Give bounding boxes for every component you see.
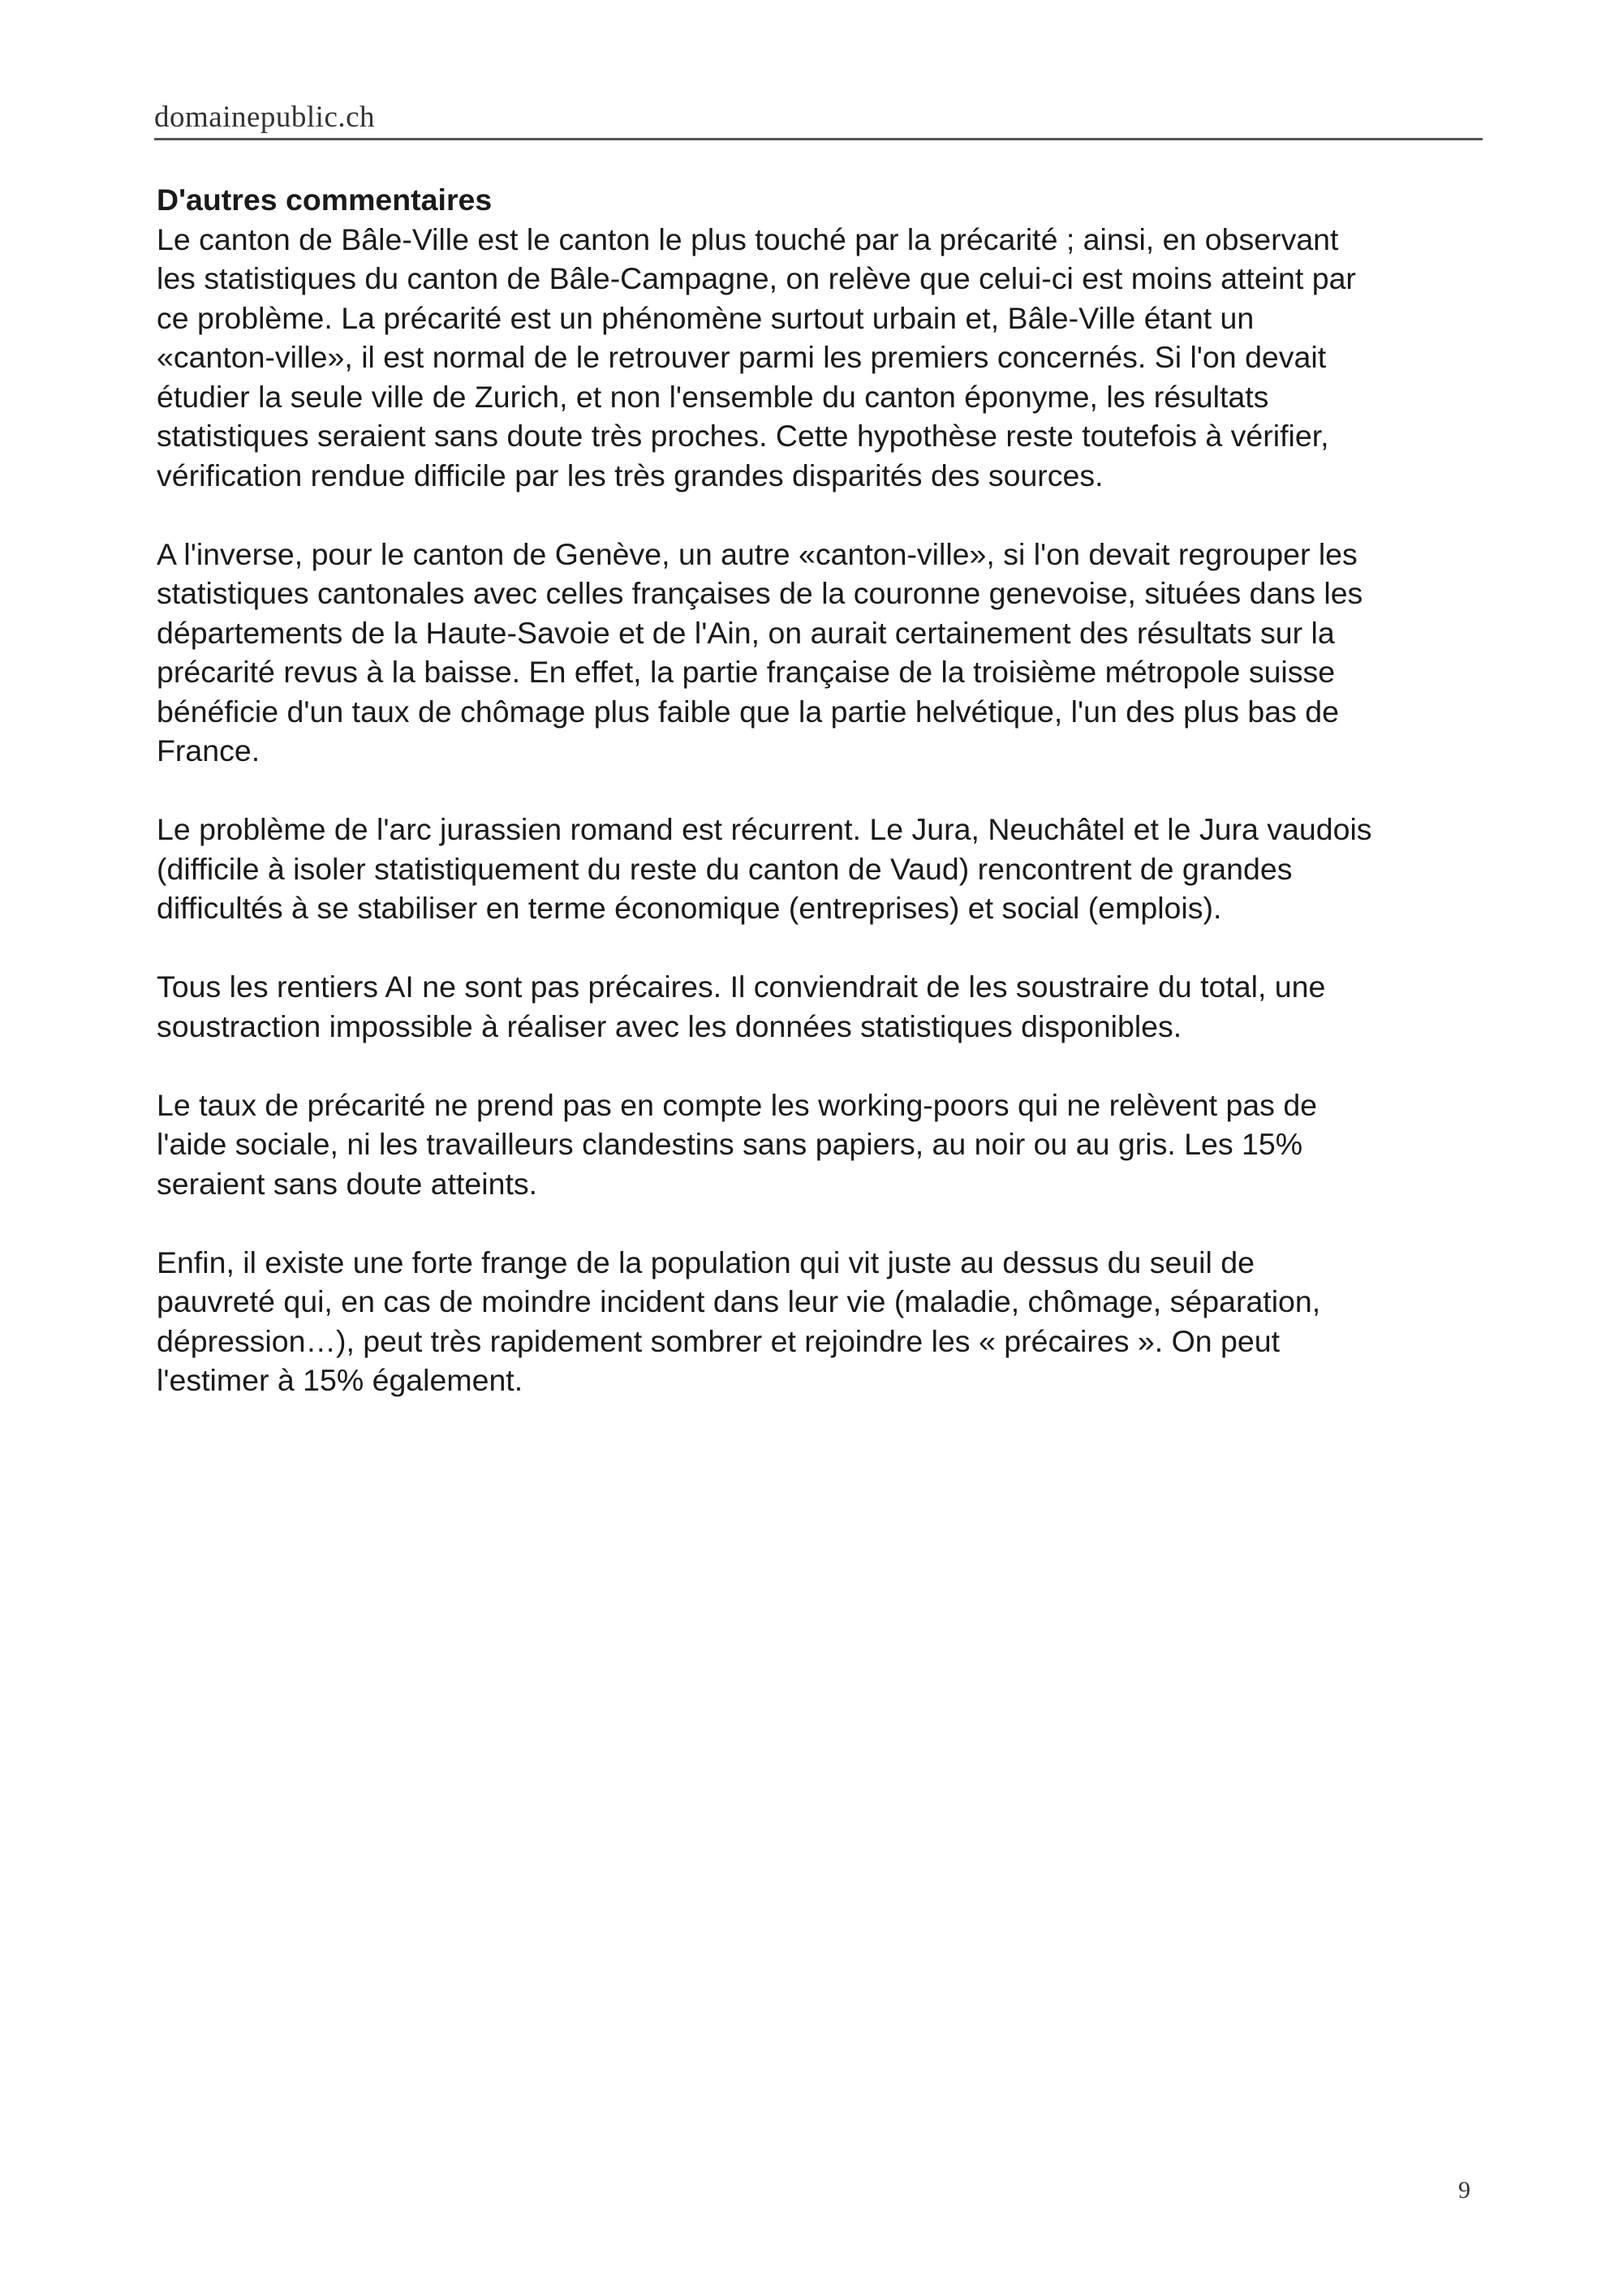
paragraph-line: seraient sans doute atteints. — [157, 1166, 538, 1201]
document-body — [157, 180, 1487, 1439]
paragraph-line: statistiques cantonales avec celles françaises de la couronne genevoise, situées dans les — [157, 576, 1363, 610]
paragraph-line: Le problème de l'arc jurassien romand est récurrent. Le Jura, Neuchâtel et le Jura vaudois — [157, 812, 1372, 846]
body-paragraph — [157, 1086, 1487, 1204]
paragraph-line: «canton-ville», il est normal de le retrouver parmi les premiers concernés. Si l'on devait — [157, 340, 1327, 374]
paragraph-line: étudier la seule ville de Zurich, et non l'ensemble du canton éponyme, les résultats — [157, 379, 1269, 414]
paragraph-line: soustraction impossible à réaliser avec les données statistiques disponibles. — [157, 1008, 1182, 1043]
header-site-name: domainepublic.ch — [154, 101, 376, 134]
page-header — [154, 96, 1483, 140]
paragraph-line: vérification rendue difficile par les très grandes disparités des sources. — [157, 458, 1104, 492]
paragraph-line: statistiques seraient sans doute très proches. Cette hypothèse reste toutefois à vérifier, — [157, 419, 1329, 453]
paragraph-line: difficultés à se stabiliser en terme économique (entreprises) et social (emplois). — [157, 891, 1222, 925]
paragraph-list — [157, 220, 1487, 1400]
paragraph-line: (difficile à isoler statistiquement du reste du canton de Vaud) rencontrent de grandes — [157, 851, 1293, 886]
paragraph-line: France. — [157, 733, 260, 767]
body-paragraph — [157, 967, 1487, 1046]
paragraph-line: les statistiques du canton de Bâle-Campagne, on relève que celui-ci est moins atteint par — [157, 261, 1356, 295]
paragraph-line: Le canton de Bâle-Ville est le canton le plus touché par la précarité ; ainsi, en observant — [157, 221, 1339, 256]
paragraph-line: bénéficie d'un taux de chômage plus faible que la partie helvétique, l'un des plus bas de — [157, 694, 1339, 729]
paragraph-line: Tous les rentiers AI ne sont pas précaires. Il conviendrait de les soustraire du total, une — [157, 970, 1326, 1004]
paragraph-line: départements de la Haute-Savoie et de l'Ain, on aurait certainement des résultats sur la — [157, 615, 1335, 650]
paragraph-line: précarité revus à la baisse. En effet, la partie française de la troisième métropole suisse — [157, 655, 1336, 689]
paragraph-line: A l'inverse, pour le canton de Genève, un autre «canton-ville», si l'on devait regrouper les — [157, 536, 1358, 571]
body-paragraph — [157, 810, 1487, 928]
paragraph-line: dépression…), peut très rapidement sombrer et rejoindre les « précaires ». On peut — [157, 1323, 1281, 1358]
body-paragraph — [157, 1243, 1487, 1400]
page-number: 9 — [1458, 2177, 1470, 2204]
paragraph-line: ce problème. La précarité est un phénomène surtout urbain et, Bâle-Ville étant un — [157, 300, 1255, 335]
paragraph-line: l'aide sociale, ni les travailleurs clandestins sans papiers, au noir ou au gris. Les 15% — [157, 1127, 1303, 1161]
section-title: D'autres commentaires — [157, 183, 493, 217]
paragraph-line: Le taux de précarité ne prend pas en compte les working-poors qui ne relèvent pas de — [157, 1087, 1318, 1122]
paragraph-line: l'estimer à 15% également. — [157, 1363, 523, 1397]
body-paragraph — [157, 535, 1487, 771]
body-paragraph — [157, 220, 1487, 496]
paragraph-line: pauvreté qui, en cas de moindre incident dans leur vie (maladie, chômage, séparation, — [157, 1284, 1321, 1318]
paragraph-line: Enfin, il existe une forte frange de la population qui vit juste au dessus du seuil de — [157, 1245, 1255, 1279]
